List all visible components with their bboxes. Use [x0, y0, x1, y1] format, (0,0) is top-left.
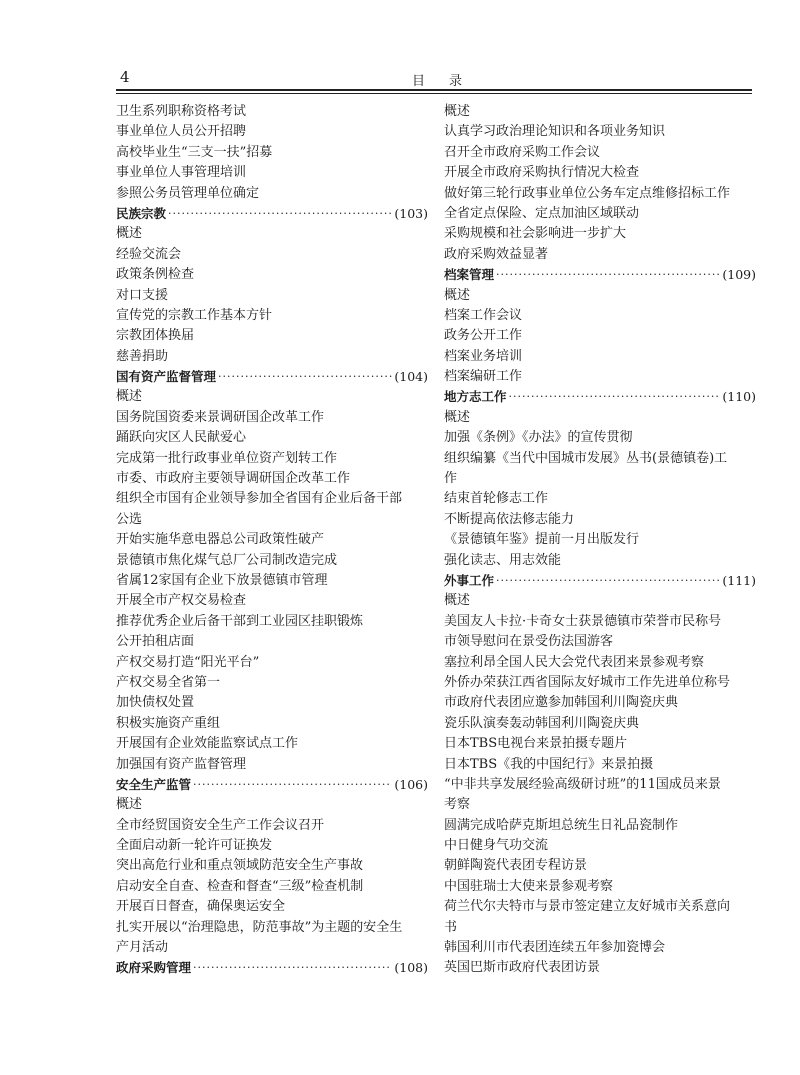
toc-entry: 国务院国资委来景调研国企改革工作: [116, 409, 325, 425]
toc-entry: 书: [444, 919, 458, 935]
toc-entry: 高校毕业生“三支一扶”招募: [116, 144, 273, 160]
toc-section-heading: [444, 265, 756, 285]
toc-entry: 开展百日督查，确保奥运安全: [116, 899, 286, 915]
toc-entry: 宗教团体换届: [116, 328, 195, 344]
dot-leader: [496, 571, 720, 591]
toc-entry: 市委、市政府主要领导调研国企改革工作: [116, 471, 351, 487]
section-page-number: (110): [722, 389, 756, 405]
toc-entry: 公开拍租店面: [116, 634, 195, 650]
toc-entry: 启动安全自查、检查和督查“三级”检查机制: [116, 878, 364, 894]
toc-entry: 开展全市政府采购执行情况大检查: [444, 165, 640, 181]
section-title: 国有资产监督管理: [116, 369, 217, 385]
toc-entry: 中日健身气功交流: [444, 838, 549, 854]
toc-entry: 政务公开工作: [444, 328, 523, 344]
toc-entry: 踊跃向灾区人民献爱心: [116, 430, 247, 446]
dot-leader: [193, 958, 392, 978]
toc-section-heading: [116, 958, 428, 978]
section-page-number: (111): [722, 572, 756, 588]
toc-entry: 概述: [444, 593, 471, 609]
toc-entry: 慈善捐助: [116, 348, 169, 364]
section-title: 档案管理: [444, 267, 495, 283]
toc-entry: 产月活动: [116, 940, 169, 956]
toc-entry: 档案编研工作: [444, 369, 523, 385]
toc-entry: 加快债权处置: [116, 695, 195, 711]
toc-entry: 韩国利川市代表团连续五年参加瓷博会: [444, 940, 666, 956]
toc-entry: 概述: [116, 226, 143, 242]
toc-entry: 全省定点保险、定点加油区域联动: [444, 205, 640, 221]
toc-entry: 强化读志、用志效能: [444, 552, 562, 568]
toc-entry: 事业单位人员公开招聘: [116, 124, 247, 140]
toc-entry: 全市经贸国资安全生产工作会议召开: [116, 817, 325, 833]
toc-entry: 《景德镇年鉴》提前一月出版发行: [444, 532, 640, 548]
toc-entry: “中非共享发展经验高级研讨班”的11国成员来景: [444, 776, 721, 792]
toc-entry: 组织编纂《当代中国城市发展》丛书(景德镇卷)工: [444, 450, 728, 466]
toc-entry: 卫生系列职称资格考试: [116, 104, 247, 119]
section-title: 安全生产监管: [116, 776, 192, 792]
section-page-number: (108): [394, 960, 428, 976]
toc-entry: 日本TBS《我的中国纪行》来景拍摄: [444, 756, 654, 772]
toc-entry: 概述: [116, 797, 143, 813]
dot-leader: [168, 204, 392, 224]
toc-entry: 作: [444, 471, 458, 487]
section-title: 外事工作: [444, 572, 495, 588]
dot-leader: [496, 265, 720, 285]
toc-entry: 塞拉利昂全国人民大会党代表团来景参观考察: [444, 654, 705, 670]
toc-entry: 英国巴斯市政府代表团访景: [444, 960, 601, 976]
toc-entry: 圆满完成哈萨克斯坦总统生日礼品瓷制作: [444, 817, 679, 833]
toc-entry: 中国驻瑞士大使来景参观考察: [444, 878, 614, 894]
toc-entry: 档案业务培训: [444, 348, 523, 364]
section-page-number: (104): [394, 369, 428, 385]
toc-section-heading: [116, 204, 428, 224]
toc-entry: 召开全市政府采购工作会议: [444, 144, 601, 160]
section-title: 政府采购管理: [116, 960, 192, 976]
dot-leader: [509, 387, 721, 407]
toc-entry: 突出高危行业和重点领域防范安全生产事故: [116, 858, 364, 874]
toc-entry: 外侨办荣获江西省国际友好城市工作先进单位称号: [444, 674, 731, 690]
section-page-number: (106): [394, 776, 428, 792]
header-rule-thick: [116, 89, 752, 91]
toc-entry: 概述: [116, 389, 143, 405]
page-title: 目录: [412, 74, 487, 89]
toc-section-heading: [444, 571, 756, 591]
toc-left-column: [116, 102, 428, 979]
header-rule-thin: [116, 93, 752, 94]
toc-entry: 政策条例检查: [116, 267, 195, 283]
toc-entry: 开始实施华意电器总公司政策性破产: [116, 532, 325, 548]
toc-entry: 全面启动新一轮许可证换发: [116, 838, 273, 854]
toc-entry: 公选: [116, 511, 143, 527]
toc-entry: 档案工作会议: [444, 307, 523, 323]
page-number: 4: [120, 68, 130, 86]
page-header: [116, 66, 752, 92]
toc-entry: 经验交流会: [116, 246, 182, 262]
toc-entry: 概述: [444, 287, 471, 303]
toc-entry: 积极实施资产重组: [116, 715, 221, 731]
toc-entry: 开展国有企业效能监察试点工作: [116, 736, 299, 752]
toc-entry: 结束首轮修志工作: [444, 491, 549, 507]
toc-entry: 考察: [444, 797, 471, 813]
toc-entry: 景德镇市焦化煤气总厂公司制改造完成: [116, 552, 338, 568]
toc-section-heading: [444, 387, 756, 407]
dot-leader: [218, 367, 392, 387]
toc-entry: 朝鲜陶瓷代表团专程访景: [444, 858, 588, 874]
toc-right-column: [444, 102, 756, 979]
toc-entry: 荷兰代尔夫特市与景市签定建立友好城市关系意向: [444, 899, 731, 915]
toc-entry: 市政府代表团应邀参加韩国利川陶瓷庆典: [444, 695, 679, 711]
toc-entry: 认真学习政治理论知识和各项业务知识: [444, 124, 666, 140]
toc-entry: 宣传党的宗教工作基本方针: [116, 307, 273, 323]
section-title: 地方志工作: [444, 389, 507, 405]
section-page-number: (109): [722, 267, 756, 283]
toc-entry: 事业单位人事管理培训: [116, 165, 247, 181]
toc-entry: 市领导慰问在景受伤法国游客: [444, 634, 614, 650]
toc-entry: 概述: [444, 409, 471, 425]
toc-entry: 完成第一批行政事业单位资产划转工作: [116, 450, 338, 466]
toc-entry: 省属12家国有企业下放景德镇市管理: [116, 572, 328, 588]
section-title: 民族宗教: [116, 205, 167, 221]
toc-entry: 组织全市国有企业领导参加全省国有企业后备干部: [116, 491, 403, 507]
toc-entry: 美国友人卡拉·卡奇女士获景德镇市荣誉市民称号: [444, 613, 722, 629]
toc-entry: 不断提高依法修志能力: [444, 511, 575, 527]
toc-entry: 做好第三轮行政事业单位公务车定点维修招标工作: [444, 185, 731, 201]
toc-entry: 对口支援: [116, 287, 169, 303]
toc-section-heading: [116, 775, 428, 795]
toc-entry: 采购规模和社会影响进一步扩大: [444, 226, 627, 242]
toc-entry: 瓷乐队演奏轰动韩国利川陶瓷庆典: [444, 715, 640, 731]
toc-entry: 开展全市产权交易检查: [116, 593, 247, 609]
toc-entry: 扎实开展以“治理隐患，防范事故”为主题的安全生: [116, 919, 403, 935]
toc-entry: 政府采购效益显著: [444, 246, 549, 262]
toc-section-heading: [116, 367, 428, 387]
toc-entry: 日本TBS电视台来景拍摄专题片: [444, 736, 628, 752]
toc-entry: 推荐优秀企业后备干部到工业园区挂职锻炼: [116, 613, 364, 629]
section-page-number: (103): [394, 205, 428, 221]
dot-leader: [193, 775, 392, 795]
toc-entry: 加强国有资产监督管理: [116, 756, 247, 772]
toc-entry: 加强《条例》《办法》的宣传贯彻: [444, 430, 633, 446]
toc-entry: 产权交易全省第一: [116, 674, 221, 690]
toc-entry: 参照公务员管理单位确定: [116, 185, 260, 201]
toc-entry: 产权交易打造“阳光平台”: [116, 654, 260, 670]
toc-entry: 概述: [444, 104, 471, 119]
